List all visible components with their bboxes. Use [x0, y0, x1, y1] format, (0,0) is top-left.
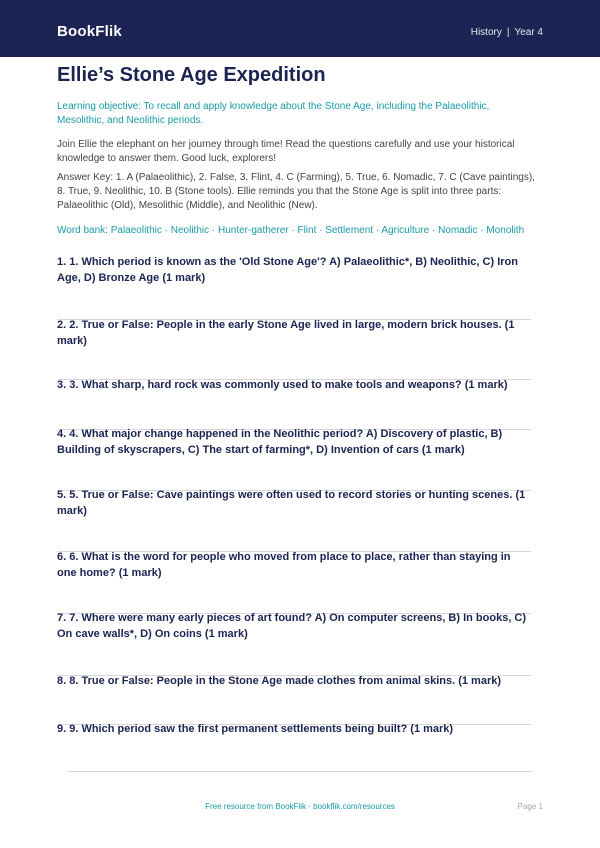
year-label: Year 4 [514, 27, 543, 38]
page-header [0, 0, 600, 57]
question-5: 5. 5. True or False: Cave paintings were often used to record stories or hunting scenes. (1 mark) [57, 489, 526, 517]
question-9: 9. 9. Which period saw the first permanent settlements being built? (1 mark) [57, 723, 454, 735]
question-3: 3. 3. What sharp, hard rock was commonly used to make tools and weapons? (1 mark) [57, 379, 508, 391]
question-2: 2. 2. True or False: People in the early Stone Age lived in large, modern brick houses. (1 mark) [57, 319, 515, 347]
page-title: Ellie’s Stone Age Expedition [57, 64, 326, 86]
word-bank: Word bank: Palaeolithic · Neolithic · Hunter-gatherer · Flint · Settlement · Agriculture · Nomadic · Monolith [57, 225, 525, 236]
page-number: Page 1 [517, 802, 543, 811]
brand-logo-text: BookFlik [57, 23, 122, 40]
question-1: 1. 1. Which period is known as the 'Old Stone Age'? A) Palaeolithic*, B) Neolithic, C) Iron Age, D) Bronze Age (1 mark) [57, 256, 518, 284]
subject-label: History [470, 27, 502, 38]
answer-key: Answer Key: 1. A (Palaeolithic), 2. False, 3. Flint, 4. C (Farming), 5. True, 6. Nomadic, 7. C (Cave paintings), 8. True, 9. Neolithic, 10. B (Stone tools). Ellie reminds you that the Stone Age is split into three parts: Palaeolithic (Old), Mesolithic (Middle), and Neolithic (New). [57, 172, 535, 211]
learning-objective: Learning objective: To recall and apply knowledge about the Stone Age, including the Palaeolithic, Mesolithic, and Neolithic periods. [57, 101, 490, 126]
footer-divider [68, 771, 532, 772]
question-8: 8. 8. True or False: People in the Stone Age made clothes from animal skins. (1 mark) [57, 675, 502, 687]
header-meta [471, 27, 543, 38]
question-4: 4. 4. What major change happened in the Neolithic period? A) Discovery of plastic, B) Building of skyscrapers, C) The start of farming*, D) Invention of cars (1 mark) [57, 428, 503, 456]
footer-resource-link[interactable]: Free resource from BookFlik · bookflik.com/resources [205, 802, 395, 811]
intro-text: Join Ellie the elephant on her journey through time! Read the questions carefully and use your historical knowledge to answer them. Good luck, explorers! [57, 139, 515, 164]
question-7: 7. 7. Where were many early pieces of art found? A) On computer screens, B) In books, C) On cave walls*, D) On coins (1 mark) [57, 612, 527, 640]
meta-separator: | [506, 27, 510, 38]
question-6: 6. 6. What is the word for people who moved from place to place, rather than staying in one home? (1 mark) [57, 551, 511, 579]
